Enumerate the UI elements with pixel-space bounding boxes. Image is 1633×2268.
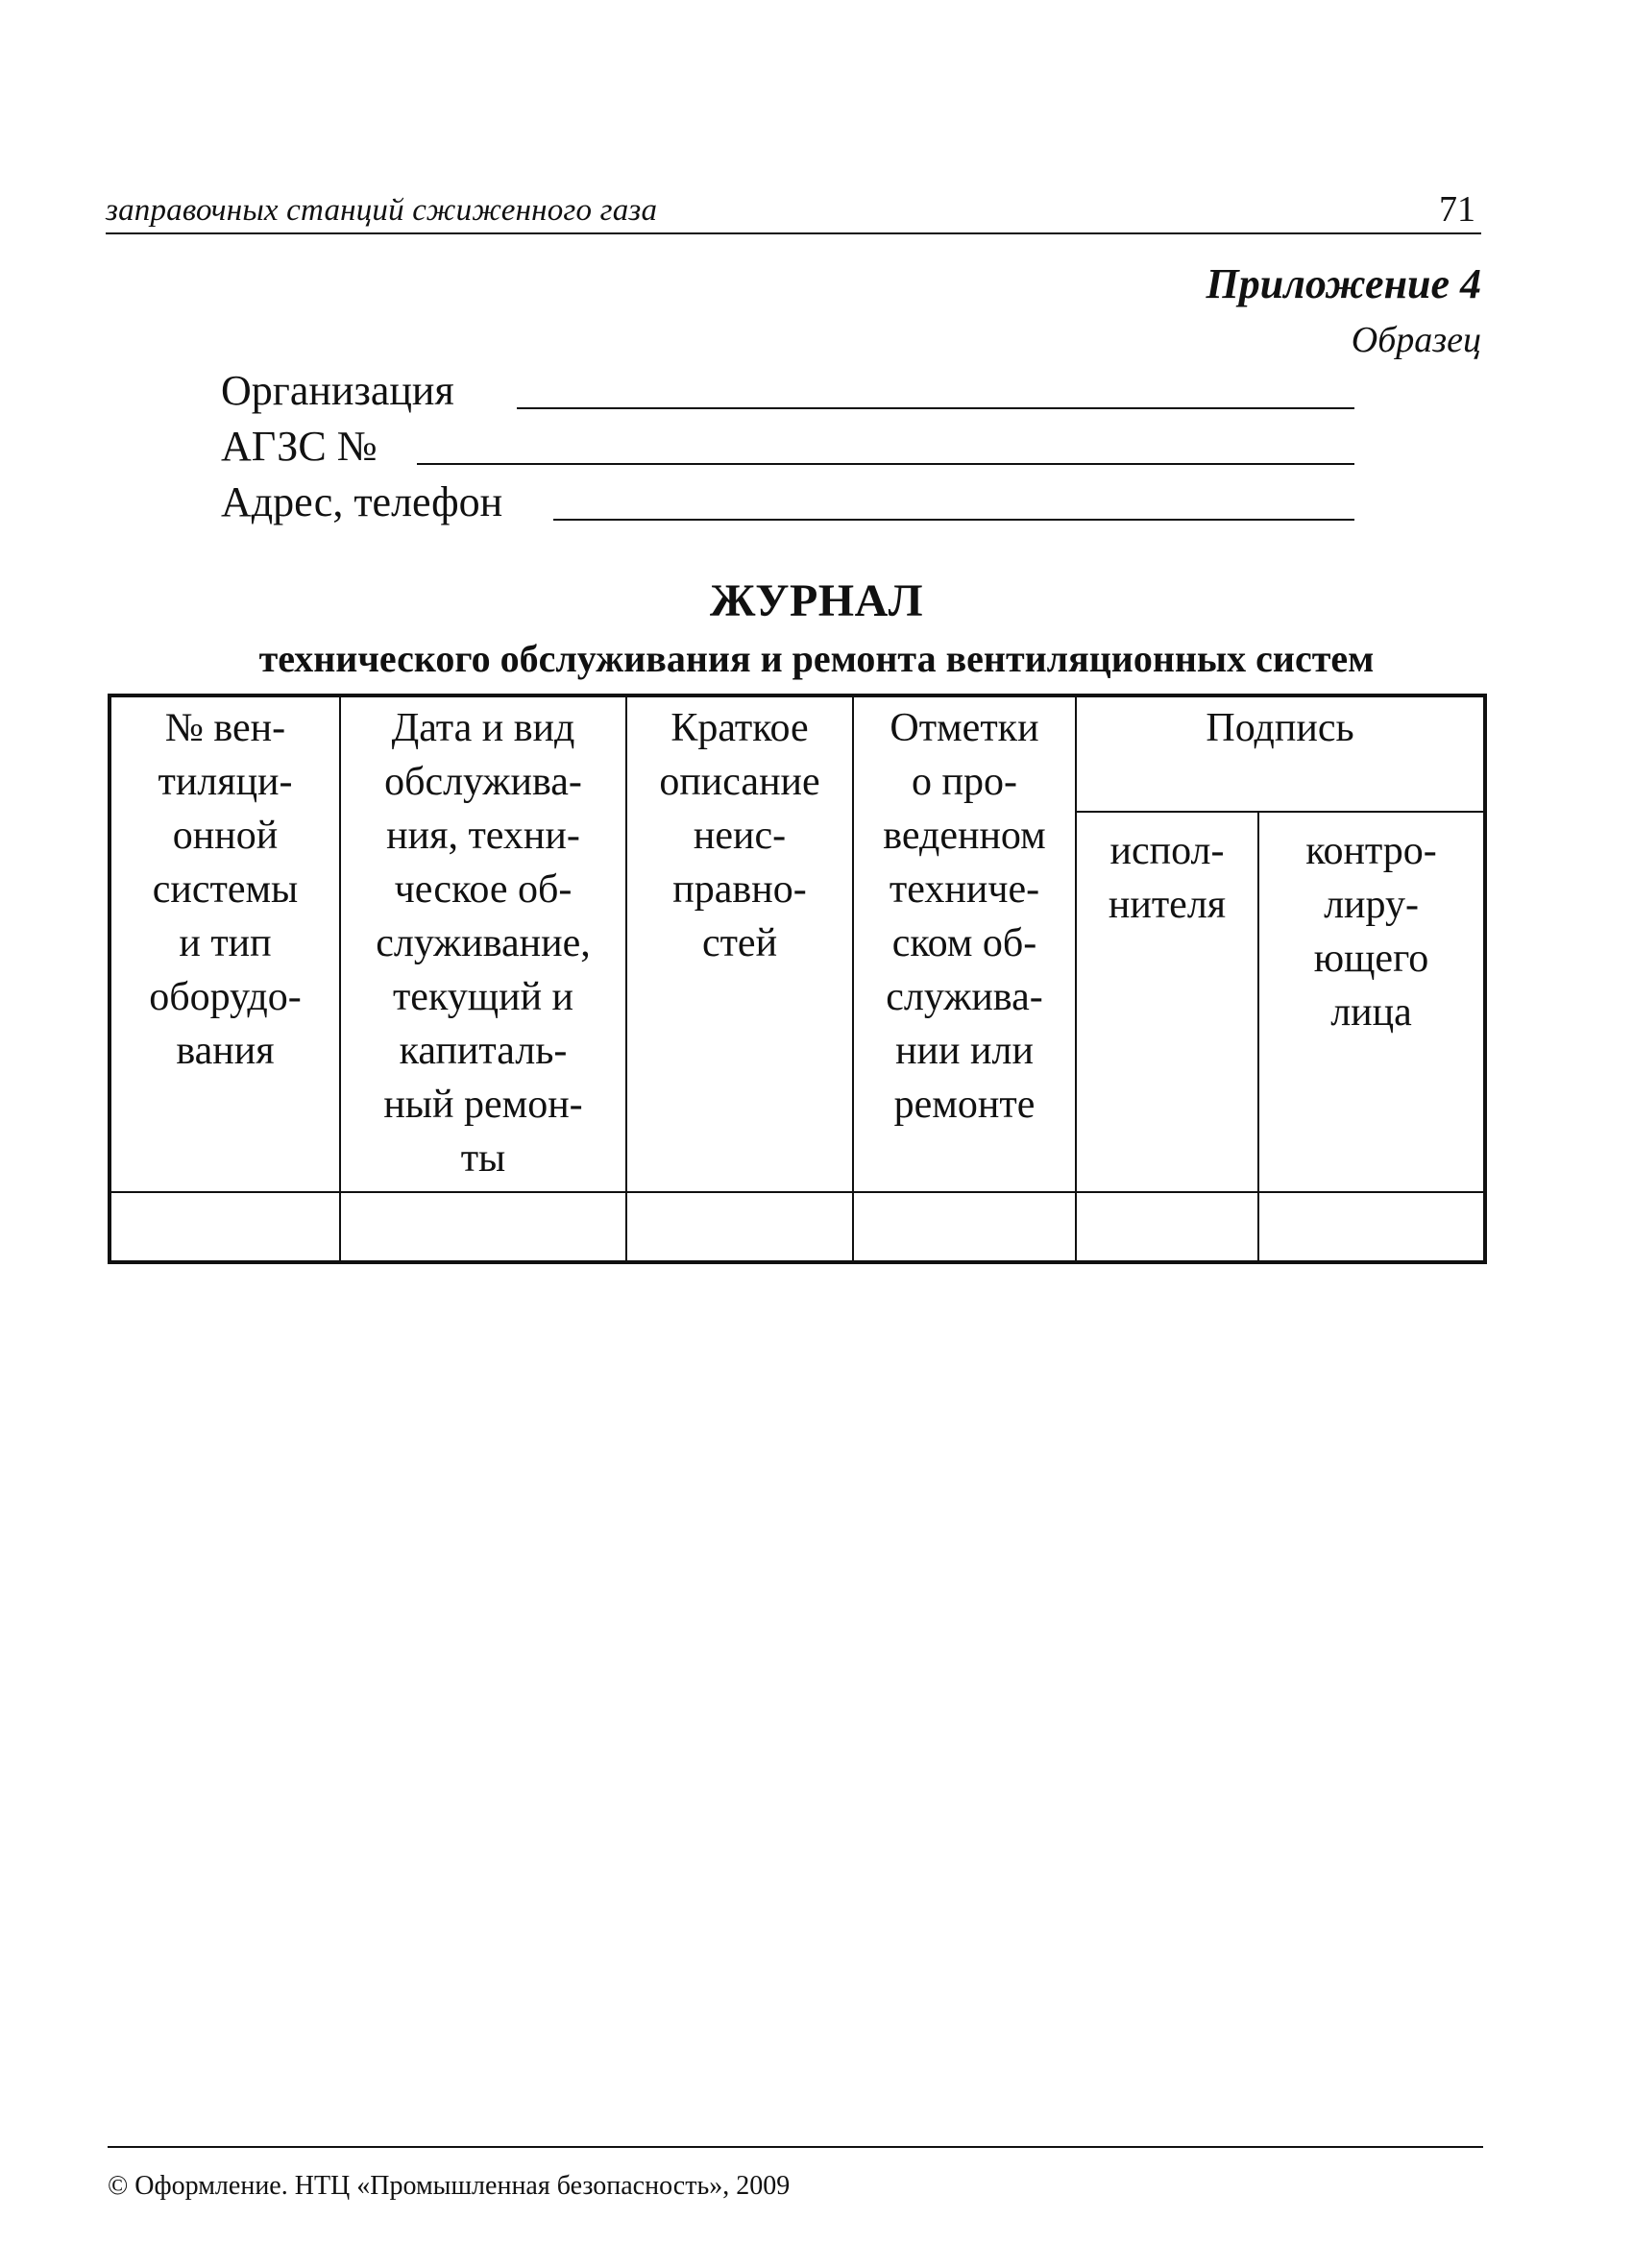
journal-table	[108, 694, 1487, 1264]
address-phone-blank-line	[553, 519, 1354, 521]
station-number-label: АГЗС №	[221, 423, 378, 470]
address-phone-label: Адрес, телефон	[221, 478, 503, 525]
address-phone-field	[221, 478, 1354, 526]
column-header-service-notes: Отметки о про- веденном техниче- ском об- служива- нии или ремонте	[853, 695, 1076, 1192]
column-header-signature-executor: испол- нителя	[1076, 812, 1258, 1192]
organization-blank-line	[517, 407, 1354, 409]
table-cell	[853, 1192, 1076, 1262]
footer-copyright: © Оформление. НТЦ «Промышленная безопасность», 2009	[108, 2171, 791, 2201]
organization-label: Организация	[221, 367, 454, 414]
column-header-date-and-type: Дата и вид обслужива- ния, техни- ческое об- служивание, текущий и капиталь- ный ремон- ты	[340, 695, 626, 1192]
table-row	[110, 1192, 1485, 1262]
appendix-title: Приложение 4	[1206, 260, 1481, 307]
table-cell	[1258, 1192, 1485, 1262]
table-cell	[340, 1192, 626, 1262]
column-header-system-number: № вен- тиляци- онной системы и тип оборудо- вания	[110, 695, 340, 1192]
footer-divider	[108, 2146, 1483, 2148]
table-cell	[110, 1192, 340, 1262]
organization-field	[221, 367, 1354, 415]
page-number: 71	[1439, 189, 1475, 230]
station-number-blank-line	[417, 463, 1354, 465]
table-cell	[626, 1192, 853, 1262]
sample-label: Образец	[1351, 320, 1481, 360]
journal-subtitle: технического обслуживания и ремонта вентиляционных систем	[258, 637, 1375, 680]
running-header	[106, 186, 1481, 234]
column-header-fault-description: Краткое описание неис- правно- стей	[626, 695, 853, 1192]
column-header-signature-controller: контро- лиру- ющего лица	[1258, 812, 1485, 1192]
table-cell	[1076, 1192, 1258, 1262]
station-number-field	[221, 423, 1354, 471]
column-header-signature-group: Подпись	[1076, 695, 1485, 812]
running-title: заправочных станций сжиженного газа	[106, 193, 658, 228]
journal-title: ЖУРНАЛ	[709, 575, 924, 626]
